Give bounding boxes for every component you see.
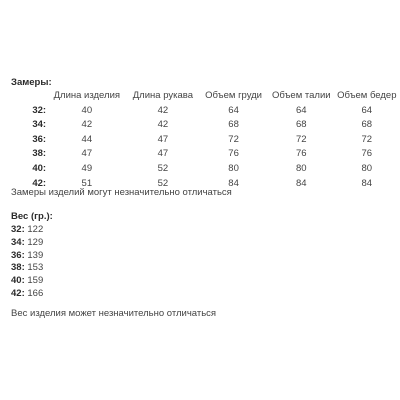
column-header: Объем талии — [271, 90, 331, 101]
table-cell: 42 — [81, 119, 93, 131]
table-row — [11, 162, 400, 177]
table-cell: 64 — [361, 104, 373, 116]
table-cell: 76 — [361, 148, 373, 160]
table-cell: 84 — [361, 177, 373, 189]
size-column-header — [11, 89, 46, 104]
table-cell: 72 — [295, 133, 307, 145]
measurements-table — [11, 89, 400, 191]
table-row — [11, 133, 400, 148]
table-cell: 68 — [228, 119, 239, 131]
table-cell: 47 — [157, 148, 169, 160]
weight-value: 122 — [27, 224, 44, 235]
weight-value: 139 — [27, 249, 44, 261]
weight-heading: Вес (гр.): — [11, 211, 53, 222]
table-cell: 72 — [228, 133, 239, 145]
size-label: 32: — [11, 224, 25, 235]
table-cell: 44 — [81, 133, 93, 145]
table-cell: 42 — [157, 119, 169, 131]
weight-note: Вес изделия может незначительно отличаться — [11, 308, 217, 319]
list-item — [11, 250, 43, 263]
size-label: 36: — [32, 133, 47, 145]
list-item — [11, 224, 43, 237]
table-cell: 47 — [157, 133, 169, 145]
weight-value: 159 — [27, 275, 44, 287]
table-row — [11, 118, 400, 133]
table-cell: 80 — [295, 162, 307, 174]
size-label: 38: — [32, 148, 47, 160]
size-label: 40: — [11, 275, 25, 287]
table-row — [11, 147, 400, 162]
measurements-note: Замеры изделий могут незначительно отличаться — [11, 187, 232, 198]
size-label: 38: — [11, 262, 25, 274]
table-header-row — [11, 89, 400, 104]
column-header: Длина рукава — [132, 90, 194, 101]
weight-value: 129 — [27, 236, 44, 248]
list-item — [11, 237, 43, 250]
table-cell: 72 — [361, 133, 373, 145]
table-cell: 68 — [361, 119, 373, 131]
measurements-heading: Замеры: — [11, 77, 52, 88]
size-label: 34: — [11, 236, 25, 248]
size-label: 32: — [32, 104, 47, 116]
column-header: Объем груди — [205, 90, 262, 101]
table-cell: 51 — [81, 177, 93, 189]
size-label: 34: — [32, 119, 47, 131]
table-cell: 76 — [295, 148, 307, 160]
weight-value: 166 — [27, 287, 44, 299]
list-item — [11, 262, 43, 275]
table-cell: 42 — [157, 104, 169, 116]
size-label: 40: — [32, 162, 47, 174]
weight-value: 153 — [27, 262, 44, 274]
table-cell: 40 — [81, 104, 93, 116]
table-cell: 84 — [228, 177, 239, 189]
table-cell: 84 — [295, 177, 307, 189]
table-row — [11, 104, 400, 119]
table-cell: 49 — [81, 162, 93, 174]
size-label: 36: — [11, 249, 25, 261]
table-cell: 76 — [228, 148, 239, 160]
list-item — [11, 275, 43, 288]
size-label: 42: — [11, 287, 25, 299]
table-cell: 68 — [295, 119, 307, 131]
table-cell: 64 — [228, 104, 239, 116]
table-cell: 80 — [228, 162, 239, 174]
table-cell: 52 — [157, 162, 169, 174]
list-item — [11, 288, 43, 301]
size-label: 42: — [32, 177, 47, 189]
column-header: Объем бедер — [337, 90, 397, 101]
weight-list — [11, 224, 43, 301]
table-cell: 52 — [157, 177, 169, 189]
table-cell: 64 — [295, 104, 307, 116]
table-cell: 47 — [81, 148, 93, 160]
column-header: Длина изделия — [53, 90, 121, 101]
table-cell: 80 — [361, 162, 373, 174]
